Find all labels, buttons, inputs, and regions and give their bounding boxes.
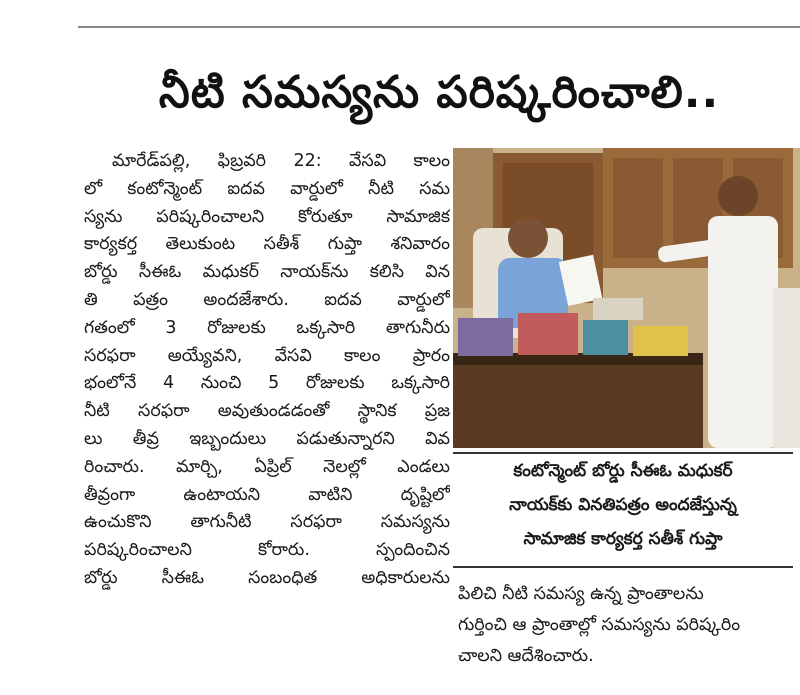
- body-line: బోర్డు సీఈఓ సంబంధిత అధికారులను: [84, 567, 450, 588]
- body-line: స్యను పరిష్కరించాలని కోరుతూ సామాజిక: [84, 206, 450, 227]
- body-line: గతంలో 3 రోజులకు ఒక్కసారి తాగునీరు: [84, 317, 450, 338]
- body-line: తి పత్రం అందజేశారు. ఐదవ వార్డులో: [84, 289, 450, 310]
- body-line: లో కంటోన్మెంట్ ఐదవ వార్డులో నీటి సమ: [84, 178, 450, 199]
- photo-caption: [453, 452, 793, 568]
- caption-line: నాయక్‌కు వినతిపత్రం అందజేస్తున్న: [509, 495, 737, 515]
- body-line: పరిష్కరించాలని కోరారు. స్పందించిన: [84, 540, 450, 561]
- body-line: కార్యకర్త తెలుకుంట సతీశ్ గుప్తా శనివారం: [84, 234, 450, 255]
- body-line: ఉంచుకొని తాగునీటి సరఫరా సమస్యను: [84, 512, 450, 533]
- body-line: పిలిచి నీటి సమస్య ఉన్న ప్రాంతాలను: [458, 584, 704, 604]
- news-photo: [453, 148, 800, 448]
- body-line: గుర్తించి ఆ ప్రాంతాల్లో సమస్యను పరిష్కరిం: [458, 615, 741, 635]
- top-rule: [78, 26, 800, 28]
- body-line: భంలోనే 4 నుంచి 5 రోజులకు ఒక్కసారి: [84, 373, 450, 394]
- article-body-continued: [458, 579, 800, 672]
- body-line: రించారు. మార్చి, ఏప్రిల్ నెలల్లో ఎండలు: [84, 456, 450, 477]
- body-line: నీటి సరఫరా అవుతుండడంతో స్థానిక ప్రజ: [84, 401, 450, 422]
- article-body: [84, 148, 450, 593]
- caption-line: సామాజిక కార్యకర్త సతీశ్ గుప్తా: [523, 529, 723, 549]
- photo-illustration: [453, 148, 800, 448]
- caption-line: కంటోన్మెంట్ బోర్డు సీఈఓ మధుకర్: [513, 461, 733, 481]
- body-line: బోర్డు సీఈఓ మధుకర్ నాయక్‌ను కలిసి విన: [84, 262, 450, 283]
- body-line: మారేడ్‌పల్లి, ఫిబ్రవరి 22: వేసవి కాలం: [112, 151, 450, 171]
- body-line: లు తీవ్ర ఇబ్బందులు పడుతున్నారని వివ: [84, 428, 450, 449]
- body-line: చాలని ఆదేశించారు.: [458, 646, 594, 666]
- body-line: సరఫరా అయ్యేవని, వేసవి కాలం ప్రారం: [84, 345, 450, 366]
- headline: నీటి సమస్యను పరిష్కరించాలి..: [158, 67, 720, 118]
- body-line: తీవ్రంగా ఉంటాయని వాటిని దృష్టిలో: [84, 484, 450, 505]
